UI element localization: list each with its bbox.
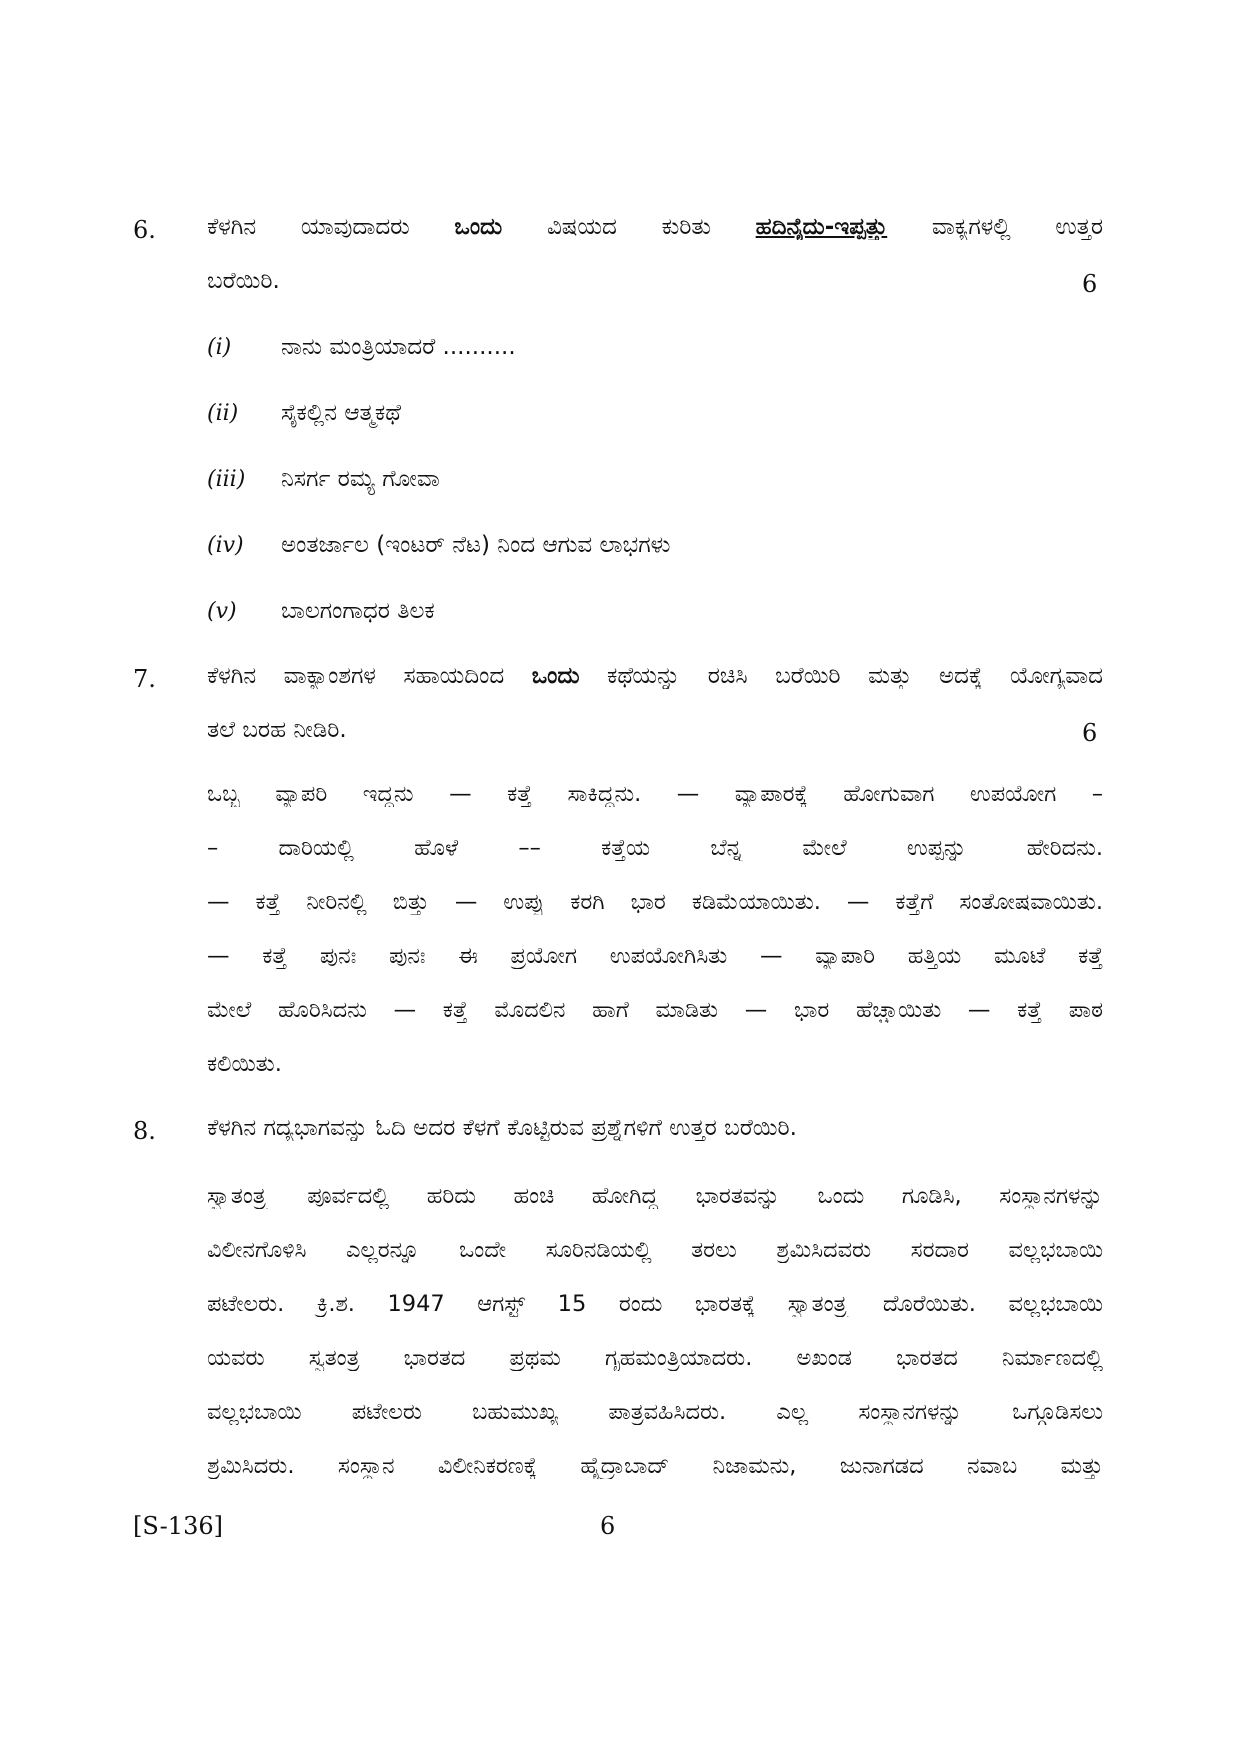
passage-line: ಶ್ರಮಿಸಿದರು. ಸಂಸ್ಥಾನ ವಿಲೀನಿಕರಣಕ್ಕೆ ಹೈದ್ರಾಬಾದ್ ನಿಜಾಮನು, ಜುನಾಗಡದ ನವಾಬ ಮತ್ತು <box>207 1453 1103 1479</box>
option-number: (ii) <box>207 401 239 426</box>
story-outline-line: – ದಾರಿಯಲ್ಲಿ ಹೊಳೆ –– ಕತ್ತೆಯ ಬೆನ್ನ ಮೇಲೆ ಉಪ್ಪನ್ನು ಹೇರಿದನು. <box>207 835 1103 861</box>
passage-line: ಸ್ವಾತಂತ್ರ್ಯ ಪೂರ್ವದಲ್ಲಿ ಹರಿದು ಹಂಚಿ ಹೋಗಿದ್ದ ಭಾರತವನ್ನು ಒಂದು ಗೂಡಿಸಿ, ಸಂಸ್ಥಾನಗಳನ್ನು <box>207 1183 1103 1209</box>
question-8-prompt: ಕೆಳಗಿನ ಗದ್ಯಭಾಗವನ್ನು ಓದಿ ಅದರ ಕೆಳಗೆ ಕೊಟ್ಟಿರುವ ಪ್ರಶ್ನೆಗಳಿಗೆ ಉತ್ತರ ಬರೆಯಿರಿ. <box>207 1115 797 1141</box>
question-8-number: 8. <box>133 1117 156 1145</box>
passage-line: ಪಟೇಲರು. ಕ್ರಿ.ಶ. 1947 ಆಗಸ್ಟ್ 15 ರಂದು ಭಾರತಕ್ಕೆ ಸ್ವಾತಂತ್ರ್ಯ ದೊರೆಯಿತು. ವಲ್ಲಭಬಾಯಿ <box>207 1291 1103 1317</box>
question-7-marks: 6 <box>1082 719 1098 747</box>
question-6-marks: 6 <box>1082 270 1098 298</box>
page-number: 6 <box>600 1512 616 1540</box>
story-outline-line: — ಕತ್ತೆ ನೀರಿನಲ್ಲಿ ಬಿತ್ತು — ಉಪ್ಪು ಕರಗಿ ಭಾರ ಕಡಿಮೆಯಾಯಿತು. — ಕತ್ತೆಗೆ ಸಂತೋಷವಾಯಿತು. <box>207 889 1103 915</box>
passage-line: ವಿಲೀನಗೊಳಿಸಿ ಎಲ್ಲರನ್ನೂ ಒಂದೇ ಸೂರಿನಡಿಯಲ್ಲಿ ತರಲು ಶ್ರಮಿಸಿದವರು ಸರದಾರ ವಲ್ಲಭಬಾಯಿ <box>207 1237 1103 1263</box>
option-text: ನಿಸರ್ಗ ರಮ್ಯ ಗೋವಾ <box>281 466 440 492</box>
question-6-prompt-line-2: ಬರೆಯಿರಿ. <box>207 268 280 294</box>
option-number: (i) <box>207 335 232 360</box>
option-text: ಸೈಕಲ್ಲಿನ ಆತ್ಮಕಥೆ <box>281 400 401 426</box>
question-6-prompt-line-1: ಕೆಳಗಿನ ಯಾವುದಾದರು ಒಂದು ವಿಷಯದ ಕುರಿತು ಹದಿನೈದು-ಇಪ್ಪತ್ತು ವಾಕ್ಯಗಳಲ್ಲಿ ಉತ್ತರ <box>207 214 1103 240</box>
question-6-number: 6. <box>133 216 156 244</box>
option-number: (iii) <box>207 467 246 492</box>
story-outline-line: ಕಲಿಯಿತು. <box>207 1051 282 1077</box>
option-text: ನಾನು ಮಂತ್ರಿಯಾದರೆ .......... <box>281 334 516 360</box>
story-outline-line: ಮೇಲೆ ಹೊರಿಸಿದನು — ಕತ್ತೆ ಮೊದಲಿನ ಹಾಗೆ ಮಾಡಿತು — ಭಾರ ಹೆಚ್ಚಾಯಿತು — ಕತ್ತೆ ಪಾಠ <box>207 997 1103 1023</box>
question-7-prompt-line-1: ಕೆಳಗಿನ ವಾಕ್ಯಾಂಶಗಳ ಸಹಾಯದಿಂದ ಒಂದು ಕಥೆಯನ್ನು ರಚಿಸಿ ಬರೆಯಿರಿ ಮತ್ತು ಅದಕ್ಕೆ ಯೋಗ್ಯವಾದ <box>207 663 1103 689</box>
option-text: ಬಾಲಗಂಗಾಧರ ತಿಲಕ <box>281 598 435 624</box>
question-7-number: 7. <box>133 665 156 693</box>
option-number: (v) <box>207 599 237 624</box>
paper-code: [S-136] <box>133 1512 223 1540</box>
passage-line: ಯವರು ಸ್ವತಂತ್ರ ಭಾರತದ ಪ್ರಥಮ ಗೃಹಮಂತ್ರಿಯಾದರು. ಅಖಂಡ ಭಾರತದ ನಿರ್ಮಾಣದಲ್ಲಿ <box>207 1345 1103 1371</box>
option-text: ಅಂತರ್ಜಾಲ (ಇಂಟರ್ ನೆಟ) ನಿಂದ ಆಗುವ ಲಾಭಗಳು <box>281 532 671 558</box>
story-outline-line: — ಕತ್ತೆ ಪುನಃ ಪುನಃ ಈ ಪ್ರಯೋಗ ಉಪಯೋಗಿಸಿತು — ವ್ಯಾಪಾರಿ ಹತ್ತಿಯ ಮೂಟೆ ಕತ್ತೆ <box>207 943 1103 969</box>
passage-line: ವಲ್ಲಭಬಾಯಿ ಪಟೇಲರು ಬಹುಮುಖ್ಯ ಪಾತ್ರವಹಿಸಿದರು. ಎಲ್ಲ ಸಂಸ್ಥಾನಗಳನ್ನು ಒಗ್ಗೂಡಿಸಲು <box>207 1399 1103 1425</box>
question-7-prompt-line-2: ತಲೆ ಬರಹ ನೀಡಿರಿ. <box>207 717 347 743</box>
option-number: (iv) <box>207 533 244 558</box>
story-outline-line: ಒಬ್ಬ ವ್ಯಾಪರಿ ಇದ್ದನು — ಕತ್ತೆ ಸಾಕಿದ್ದನು. — ವ್ಯಾಪಾರಕ್ಕೆ ಹೋಗುವಾಗ ಉಪಯೋಗ – <box>207 781 1103 807</box>
